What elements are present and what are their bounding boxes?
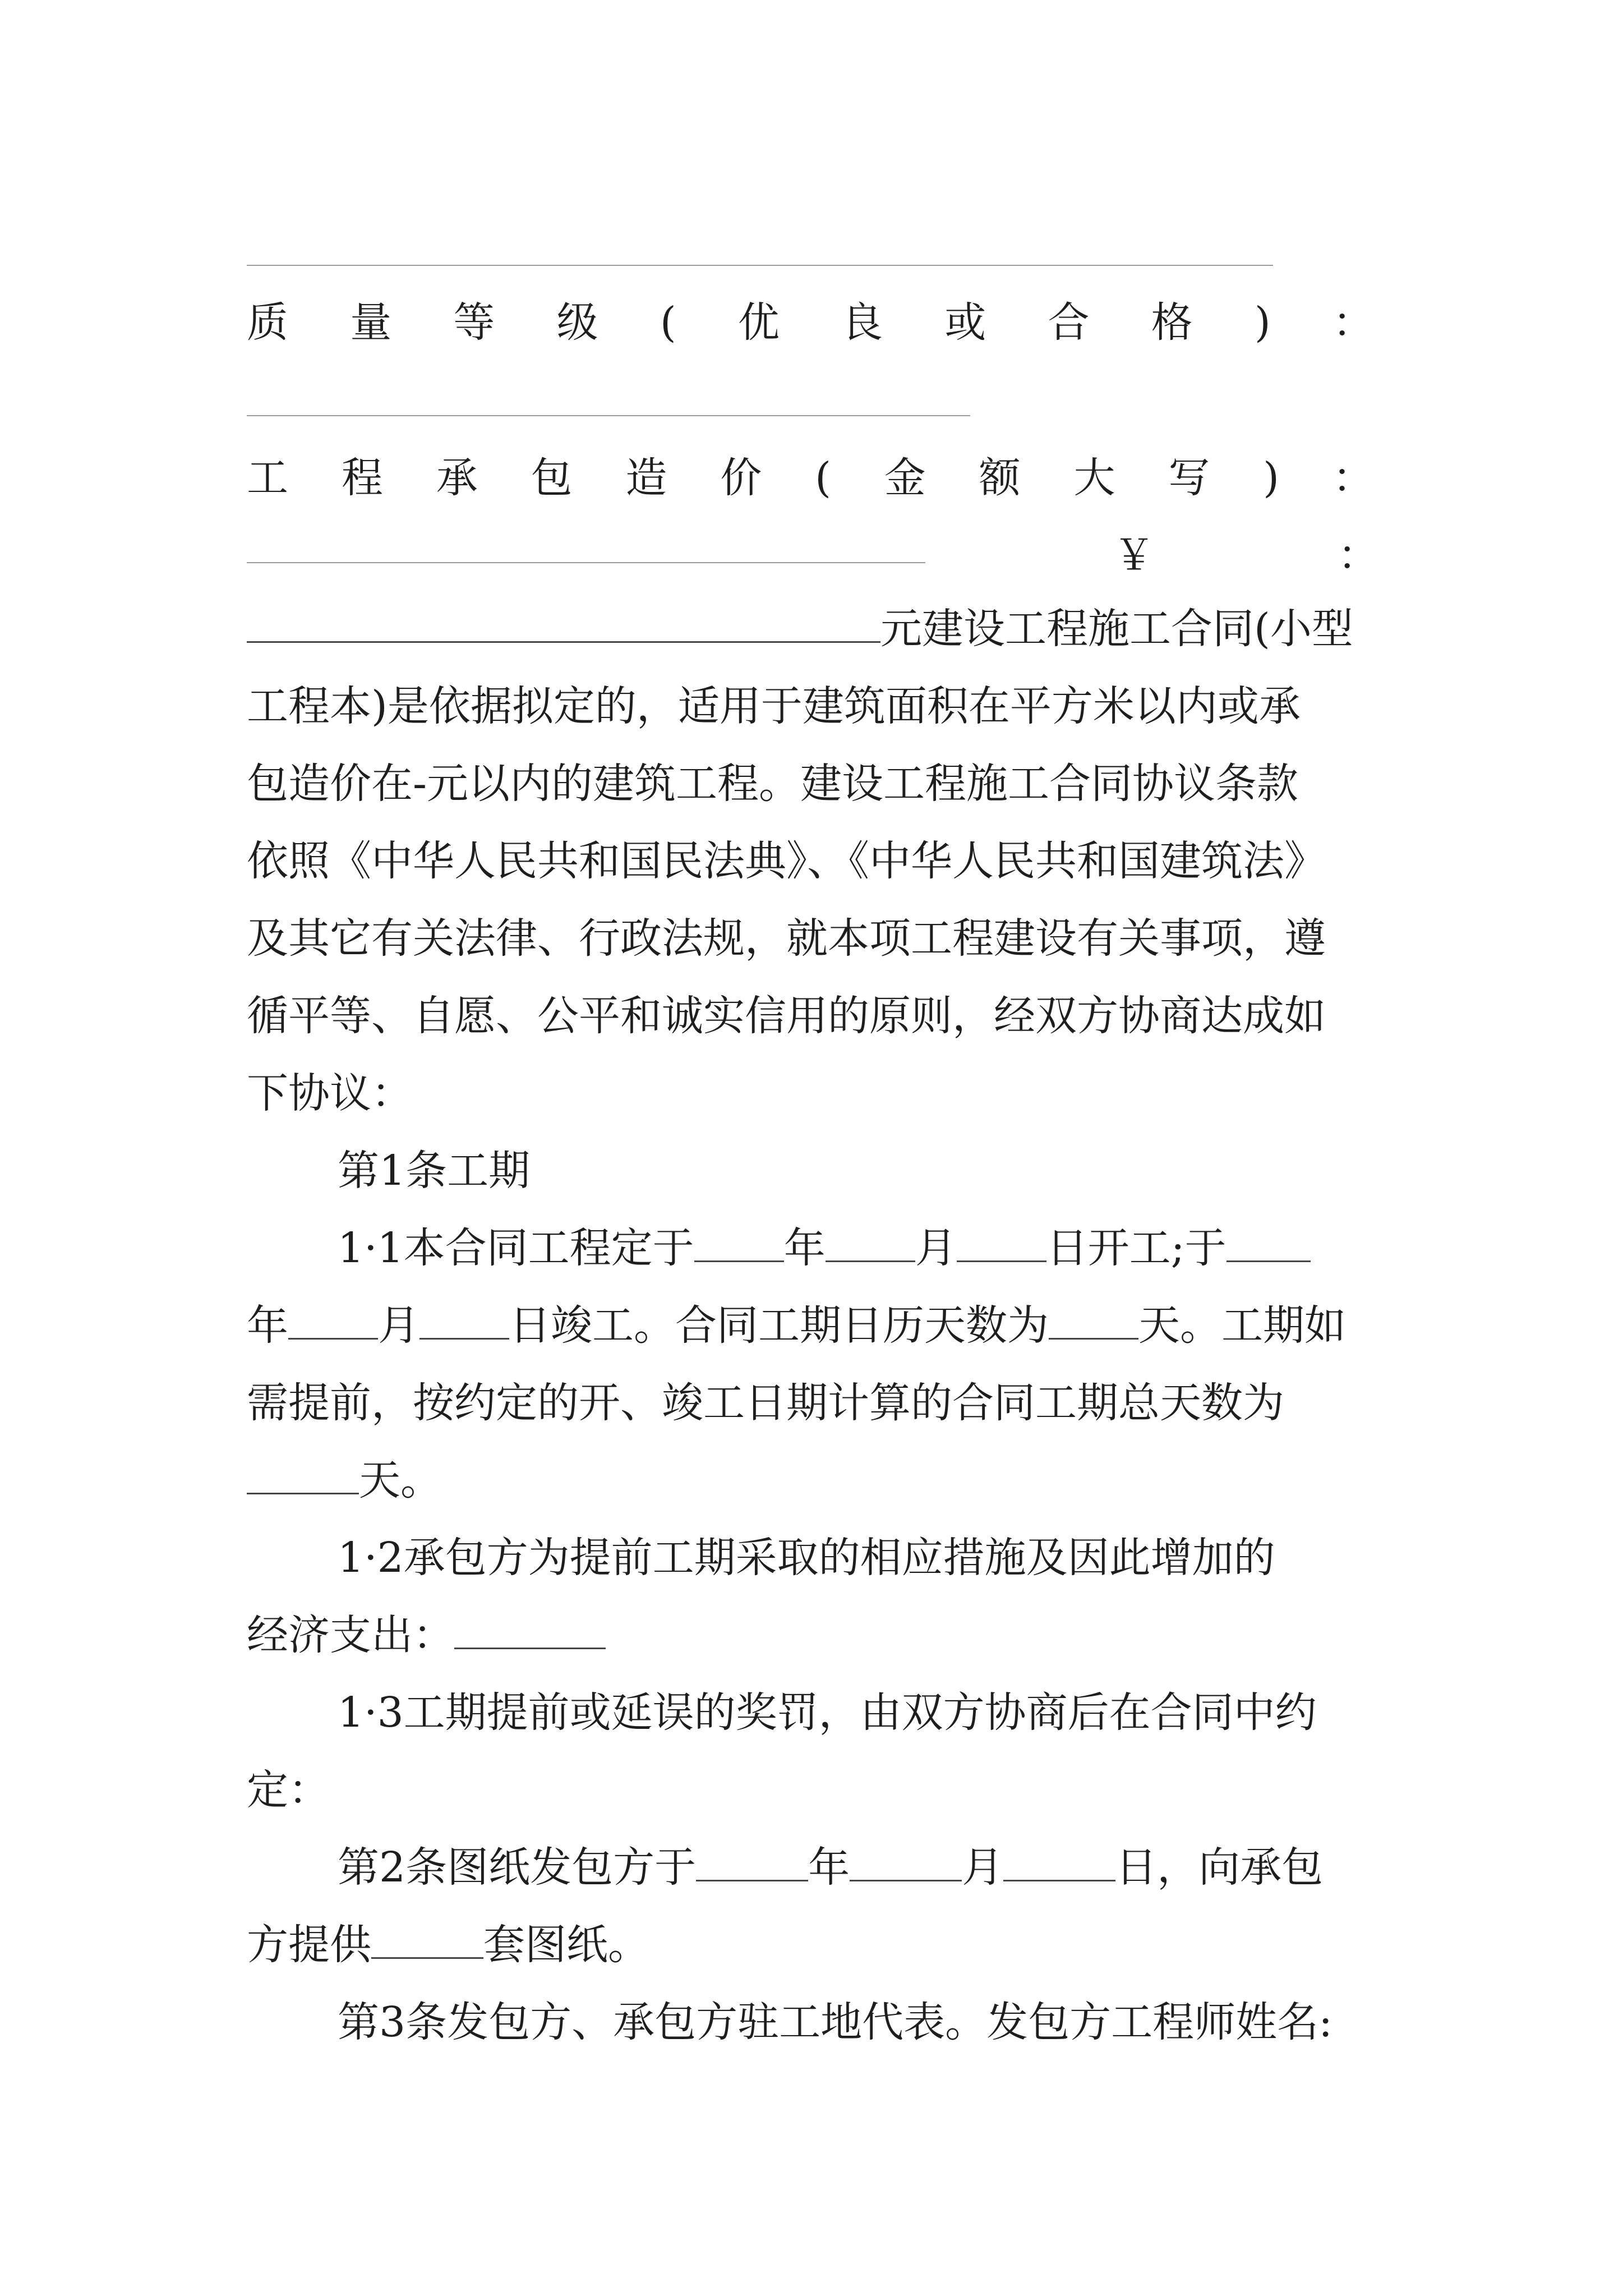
quality-label-char-2: 等 xyxy=(453,298,495,347)
clause-1-3-text-2: 定： xyxy=(247,1766,330,1814)
intro-line-2 xyxy=(247,745,1396,822)
article-2-day-tail: 日，向承包 xyxy=(1115,1843,1324,1892)
intro-line-5 xyxy=(247,977,1396,1055)
clause-1-2-text-1: 1·2承包方为提前工期采取的相应措施及因此增加的 xyxy=(338,1534,1275,1582)
clause-1-1-line-2 xyxy=(247,1287,1396,1364)
fill-line-top xyxy=(247,265,1273,266)
clause-1-3-text-1: 1·3工期提前或延误的奖罚，由双方协商后在合同中约 xyxy=(338,1688,1317,1737)
price-label-char-6: ( xyxy=(815,454,831,502)
intro-line-4 xyxy=(247,900,1396,977)
clause-1-1-text-3: 需提前，按约定的开、竣工日期计算的合同工期总天数为 xyxy=(247,1379,1284,1427)
clause-1-1-prefix: 1·1本合同工程定于 xyxy=(338,1224,694,1272)
intro-line-6 xyxy=(247,1055,1396,1132)
clause-1-3-line-2 xyxy=(247,1751,1396,1829)
month-label-2: 月 xyxy=(378,1301,419,1350)
intro-text-4: 及其它有关法律、行政法规，就本项工程建设有关事项，遵 xyxy=(247,914,1326,963)
price-label-char-12: ： xyxy=(1332,454,1374,502)
total-days-blank[interactable] xyxy=(247,1449,359,1494)
month-label: 月 xyxy=(915,1224,957,1272)
price-label-char-7: 金 xyxy=(884,454,926,502)
days-tail-label: 天。工期如 xyxy=(1138,1301,1346,1350)
price-label-char-0: 工 xyxy=(247,454,288,502)
article-2-month: 月 xyxy=(962,1843,1004,1892)
yuan-tail-text: 元建设工程施工合同(小型 xyxy=(880,605,1353,653)
drawing-month-blank[interactable] xyxy=(850,1836,962,1881)
drawing-year-blank[interactable] xyxy=(696,1836,808,1881)
clause-1-3-line-1 xyxy=(247,1674,1396,1751)
end-day-blank[interactable] xyxy=(419,1294,509,1340)
article-2-line-1 xyxy=(247,1829,1396,1906)
start-day-blank[interactable] xyxy=(957,1217,1046,1262)
price-label-char-10: 写 xyxy=(1168,454,1210,502)
quality-label-char-6: 良 xyxy=(841,298,883,347)
quality-label-char-0: 质 xyxy=(247,298,288,347)
clause-1-1-line-4 xyxy=(247,1442,1396,1519)
end-year-blank[interactable] xyxy=(1227,1217,1311,1262)
quality-label-char-9: 格 xyxy=(1151,298,1193,347)
article-1-title-text: 第1条工期 xyxy=(338,1147,531,1195)
article-2-year: 年 xyxy=(808,1843,850,1892)
yen-colon: ： xyxy=(1338,531,1379,579)
drawing-sets-blank[interactable] xyxy=(371,1913,483,1959)
quality-level-label xyxy=(247,295,1374,351)
price-label-char-8: 额 xyxy=(979,454,1021,502)
price-fill-line xyxy=(247,562,925,563)
expense-blank[interactable] xyxy=(454,1604,606,1649)
article-2-line2-tail: 套图纸。 xyxy=(483,1921,649,1969)
price-label-char-2: 承 xyxy=(436,454,478,502)
price-label-char-11: ) xyxy=(1263,454,1280,502)
intro-text-2: 包造价在-元以内的建筑工程。建设工程施工合同协议条款 xyxy=(247,760,1299,808)
intro-line-1 xyxy=(247,668,1396,745)
price-label-char-3: 包 xyxy=(531,454,573,502)
quality-label-char-7: 或 xyxy=(944,298,986,347)
intro-text-5: 循平等、自愿、公平和诚实信用的原则，经双方协商达成如 xyxy=(247,992,1326,1040)
drawing-day-blank[interactable] xyxy=(1003,1836,1115,1881)
start-month-blank[interactable] xyxy=(826,1217,915,1262)
amount-blank[interactable] xyxy=(247,597,880,643)
article-2-prefix: 第2条图纸发包方于 xyxy=(338,1843,697,1892)
day-done-label: 日竣工。合同工期日历天数为 xyxy=(509,1301,1049,1350)
year-label-2: 年 xyxy=(247,1301,288,1350)
quality-label-char-8: 合 xyxy=(1048,298,1090,347)
article-2-line2-prefix: 方提供 xyxy=(247,1921,371,1969)
clause-1-1-text-4: 天。 xyxy=(359,1456,442,1504)
quality-label-char-1: 量 xyxy=(350,298,392,347)
quality-fill-line xyxy=(247,415,970,416)
contract-body xyxy=(247,590,1396,2061)
calendar-days-blank[interactable] xyxy=(1049,1294,1138,1340)
quality-label-char-3: 级 xyxy=(556,298,598,347)
year-label: 年 xyxy=(783,1224,826,1272)
clause-1-1-line-1 xyxy=(247,1209,1396,1287)
quality-label-char-10: ) xyxy=(1254,298,1271,347)
contract-price-label xyxy=(247,450,1374,506)
end-month-blank[interactable] xyxy=(288,1294,378,1340)
price-label-char-4: 造 xyxy=(625,454,667,502)
yen-symbol: ￥ xyxy=(1113,531,1155,579)
start-year-blank[interactable] xyxy=(694,1217,784,1262)
intro-text-6: 下协议： xyxy=(247,1069,413,1117)
price-label-char-5: 价 xyxy=(720,454,762,502)
yuan-line xyxy=(247,590,1396,668)
article-3-text: 第3条发包方、承包方驻工地代表。发包方工程师姓名: xyxy=(338,1998,1333,2046)
article-2-line-2 xyxy=(247,1906,1396,1984)
clause-1-2-text-2: 经济支出： xyxy=(247,1611,454,1659)
article-3-line-1 xyxy=(247,1984,1396,2061)
quality-label-char-5: 优 xyxy=(737,298,780,347)
intro-text-3: 依照《中华人民共和国民法典》、《中华人民共和国建筑法》 xyxy=(247,837,1326,885)
clause-1-2-line-2 xyxy=(247,1596,1396,1674)
intro-text-1: 工程本)是依据拟定的，适用于建筑面积在平方米以内或承 xyxy=(247,682,1301,730)
article-1-title xyxy=(247,1132,1396,1209)
clause-1-1-line-3 xyxy=(247,1364,1396,1442)
price-label-char-1: 程 xyxy=(341,454,383,502)
quality-label-char-11: ： xyxy=(1332,298,1374,347)
price-label-char-9: 大 xyxy=(1073,454,1115,502)
quality-label-char-4: ( xyxy=(660,298,676,347)
intro-line-3 xyxy=(247,822,1396,900)
day-open-label: 日开工;于 xyxy=(1046,1224,1227,1272)
clause-1-2-line-1 xyxy=(247,1519,1396,1596)
